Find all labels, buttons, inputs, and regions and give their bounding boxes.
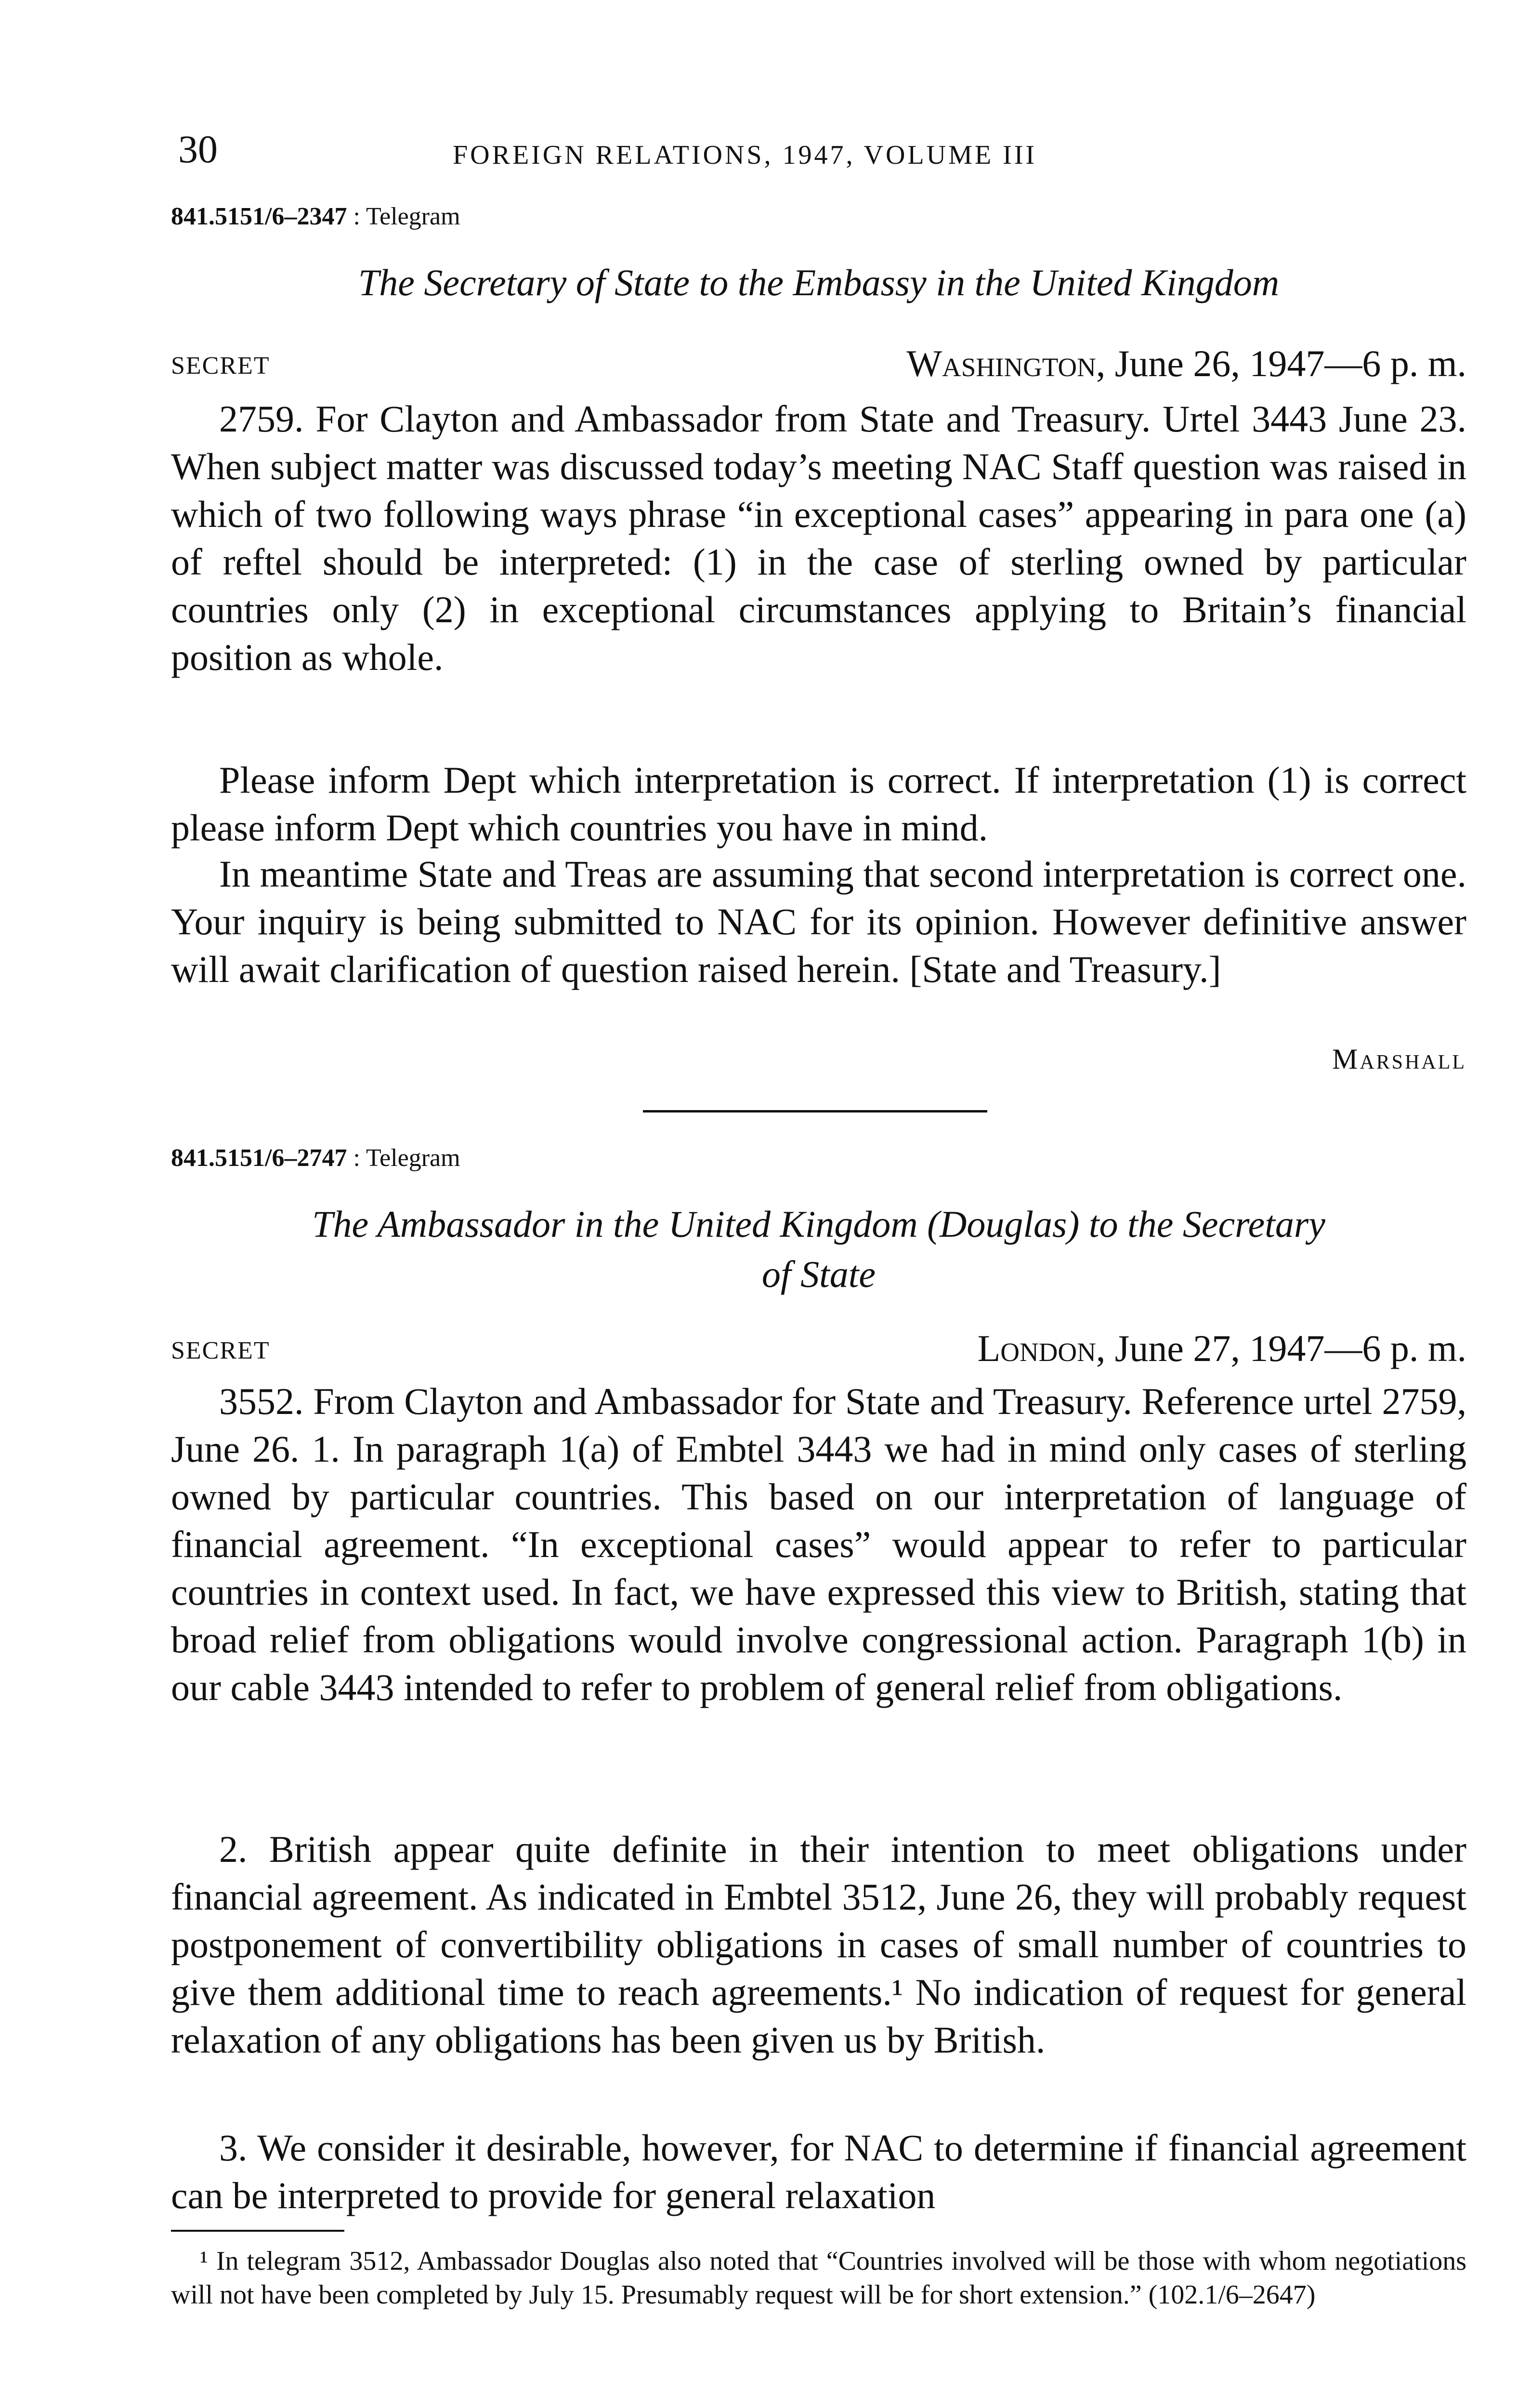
file-reference-number: 841.5151/6–2347 — [171, 203, 347, 230]
dateline-date: , June 27, 1947—6 p. m. — [1096, 1327, 1466, 1369]
dateline-place: Washington — [906, 342, 1096, 384]
dateline-date: , June 26, 1947—6 p. m. — [1096, 342, 1466, 384]
file-reference-type: : Telegram — [353, 203, 460, 230]
paragraph: 2759. For Clayton and Ambassador from State and Treasury. Urtel 3443 June 23. When subject matter was discussed today’s meeting NAC Staff question was raised in which of two following ways phrase “in exceptional cases” appearing in para one (a) of reftel should be interpreted: (1) in the case of sterling owned by particular countries only (2) in exceptional circumstances applying to Britain’s financial position as whole. — [171, 398, 1466, 678]
classification-1: SECRET — [171, 352, 270, 380]
content-column — [171, 202, 1466, 2408]
document-heading-1: The Secretary of State to the Embassy in the United Kingdom — [358, 262, 1280, 303]
file-reference-2 — [171, 1144, 460, 1172]
file-reference-1 — [171, 202, 460, 231]
heading-line: The Ambassador in the United Kingdom (Douglas) to the Secretary — [312, 1203, 1325, 1245]
paragraph: In meantime State and Treas are assuming that second interpretation is correct one. Your inquiry is being submitted to NAC for its opinion. However definitive answer will await clarification of question raised herein. [State and Treasury.] — [171, 853, 1466, 990]
paragraph: 2. British appear quite definite in their intention to meet obligations under financial agreement. As indicated in Embtel 3512, June 26, they will probably request postponement of convertibility obligations in cases of small number of countries to give them additional time to reach agreements.¹ No indication of request for general relaxation of any obligations has been given us by British. — [171, 1828, 1466, 2061]
footnote-rule — [171, 2230, 344, 2232]
page-number: 30 — [178, 127, 218, 171]
separator-rule — [643, 1110, 987, 1112]
dateline-place: London — [977, 1327, 1096, 1369]
running-head — [178, 123, 1469, 176]
file-reference-type: : Telegram — [353, 1144, 460, 1172]
dateline-2 — [978, 1327, 1466, 1370]
paragraph: 3. We consider it desirable, however, for NAC to determine if financial agreement can be interpreted to provide for general relaxation — [171, 2127, 1466, 2216]
document-heading-2 — [171, 1199, 1466, 1299]
signature: Marshall — [1332, 1043, 1466, 1075]
heading-line: of State — [761, 1253, 876, 1295]
running-title: FOREIGN RELATIONS, 1947, VOLUME III — [453, 140, 1037, 170]
dateline-1 — [906, 342, 1466, 385]
file-reference-number: 841.5151/6–2747 — [171, 1144, 347, 1172]
footnote: ¹ In telegram 3512, Ambassador Douglas also noted that “Countries involved will be those with whom negotiations will not have been completed by July 15. Presumably request will be for short extension.” (102.1/6–2647) — [171, 2246, 1466, 2310]
paragraph: 3552. From Clayton and Ambassador for State and Treasury. Reference urtel 2759, June 26. 1. In paragraph 1(a) of Embtel 3443 we had in mind only cases of sterling owned by particular countries. This based on our interpretation of language of financial agreement. “In exceptional cases” would appear to refer to particular countries in context used. In fact, we have expressed this view to British, stating that broad relief from obligations would involve congressional action. Paragraph 1(b) in our cable 3443 intended to refer to problem of general relief from obligations. — [171, 1380, 1466, 1708]
classification-2: SECRET — [171, 1337, 270, 1364]
paragraph: Please inform Dept which interpretation is correct. If interpretation (1) is correct please inform Dept which countries you have in mind. — [171, 759, 1466, 849]
